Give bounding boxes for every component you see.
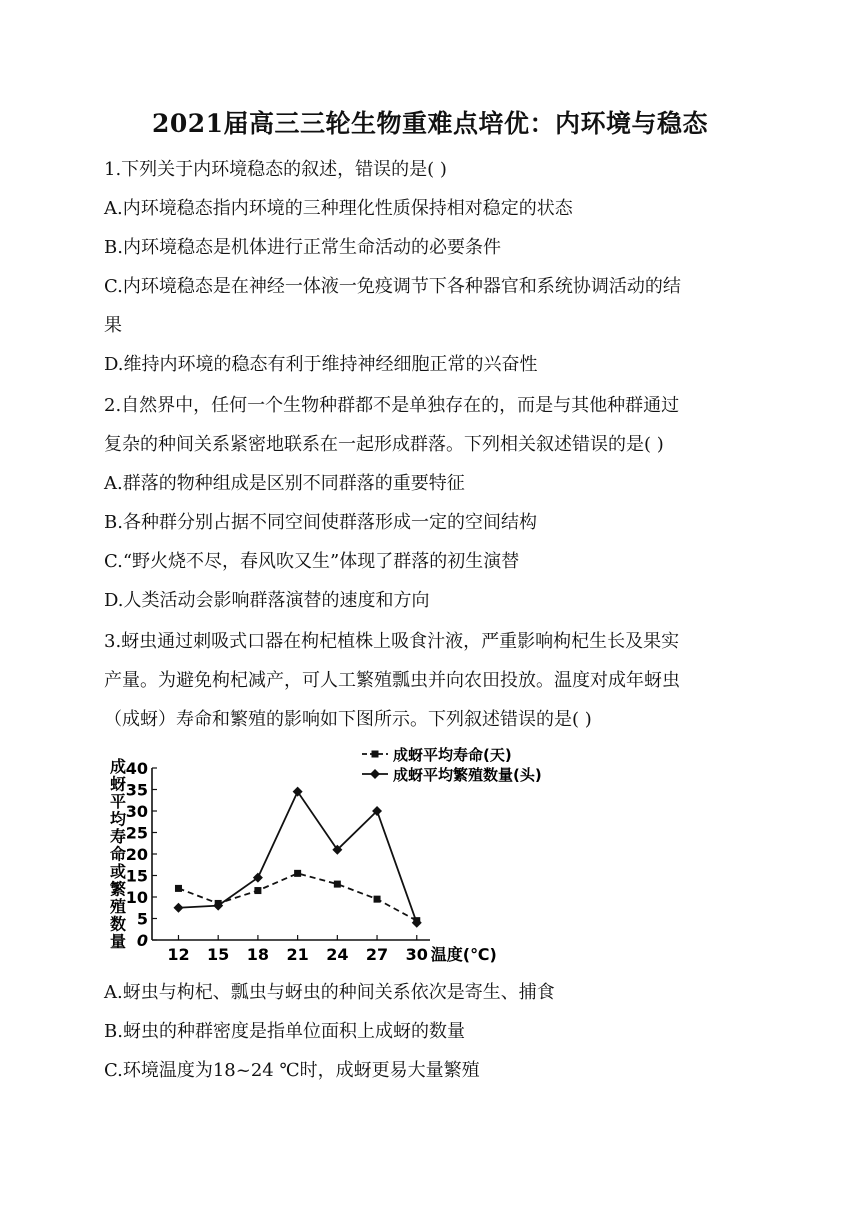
y-tick-label: 15 bbox=[125, 866, 148, 886]
x-tick-label: 24 bbox=[326, 945, 349, 964]
x-tick-label: 12 bbox=[167, 945, 190, 964]
q3-option-b: B.蚜虫的种群密度是指单位面积上成蚜的数量 bbox=[104, 1021, 465, 1042]
q3-option-c: C.环境温度为18~24 ℃时，成蚜更易大量繁殖 bbox=[104, 1060, 480, 1081]
q2-option-a: A.群落的物种组成是区别不同群落的重要特征 bbox=[104, 473, 465, 494]
data-point-lifespan bbox=[374, 896, 381, 903]
legend-marker-square bbox=[372, 751, 379, 758]
y-tick-label: 40 bbox=[125, 759, 148, 778]
legend-label-2: 成蚜平均繁殖数量(头) bbox=[393, 766, 542, 784]
y-tick-label: 5 bbox=[136, 909, 148, 929]
data-point-lifespan bbox=[334, 881, 341, 888]
y-tick-label: 10 bbox=[125, 888, 148, 907]
data-point-reproduction bbox=[293, 787, 303, 797]
question-3: 3.蚜虫通过刺吸式口器在枸杞植株上吸食汁液，严重影响枸杞生长及果实 bbox=[104, 631, 680, 652]
x-tick-label: 27 bbox=[365, 945, 389, 964]
series-line-1 bbox=[178, 873, 416, 920]
x-tick-label: 15 bbox=[207, 945, 230, 964]
q2-option-c: C.“野火烧不尽，春风吹又生”体现了群落的初生演替 bbox=[104, 551, 520, 572]
q1-option-c-cont: 果 bbox=[104, 315, 122, 336]
q2-option-d: D.人类活动会影响群落演替的速度和方向 bbox=[104, 590, 430, 611]
y-tick-label: 30 bbox=[125, 802, 148, 821]
y-tick-label: 35 bbox=[125, 780, 148, 800]
x-tick-label: 18 bbox=[246, 945, 270, 964]
q1-option-a: A.内环境稳态指内环境的三种理化性质保持相对稳定的状态 bbox=[104, 198, 573, 219]
question-2-cont: 复杂的种间关系紧密地联系在一起形成群落。下列相关叙述错误的是( ) bbox=[104, 434, 664, 455]
data-point-lifespan bbox=[254, 887, 261, 894]
legend-marker-diamond bbox=[370, 769, 380, 779]
x-tick-label: 30 bbox=[405, 945, 428, 964]
y-tick-label: 25 bbox=[125, 823, 148, 843]
question-2: 2.自然界中，任何一个生物种群都不是单独存在的，而是与其他种群通过 bbox=[104, 395, 680, 416]
temperature-chart bbox=[100, 740, 542, 970]
q1-option-d: D.维持内环境的稳态有利于维持神经细胞正常的兴奋性 bbox=[104, 354, 538, 375]
y-tick-label: 20 bbox=[125, 845, 148, 864]
data-point-reproduction bbox=[173, 903, 183, 913]
data-point-lifespan bbox=[294, 870, 301, 877]
x-tick-label: 21 bbox=[286, 945, 309, 964]
q1-option-b: B.内环境稳态是机体进行正常生命活动的必要条件 bbox=[104, 237, 501, 258]
q3-option-a: A.蚜虫与枸杞、瓢虫与蚜虫的种间关系依次是寄生、捕食 bbox=[104, 982, 555, 1003]
legend-label-1: 成蚜平均寿命(天) bbox=[393, 746, 512, 764]
question-1: 1.下列关于内环境稳态的叙述，错误的是( ) bbox=[104, 159, 447, 180]
q2-option-b: B.各种群分别占据不同空间使群落形成一定的空间结构 bbox=[104, 512, 537, 533]
question-3-cont1: 产量。为避免枸杞减产，可人工繁殖瓢虫并向农田投放。温度对成年蚜虫 bbox=[104, 670, 680, 691]
x-axis-label: 温度(℃) bbox=[430, 945, 497, 964]
y-axis-label: 成蚜平均寿命或繁殖数量 bbox=[109, 757, 127, 951]
question-3-cont2: （成蚜）寿命和繁殖的影响如下图所示。下列叙述错误的是( ) bbox=[104, 709, 592, 730]
document-title: 2021届高三三轮生物重难点培优：内环境与稳态 bbox=[151, 109, 709, 138]
q1-option-c: C.内环境稳态是在神经一体液一免疫调节下各种器官和系统协调活动的结 bbox=[104, 276, 681, 297]
y-tick-label: 0 bbox=[136, 931, 148, 950]
data-point-lifespan bbox=[175, 885, 182, 892]
